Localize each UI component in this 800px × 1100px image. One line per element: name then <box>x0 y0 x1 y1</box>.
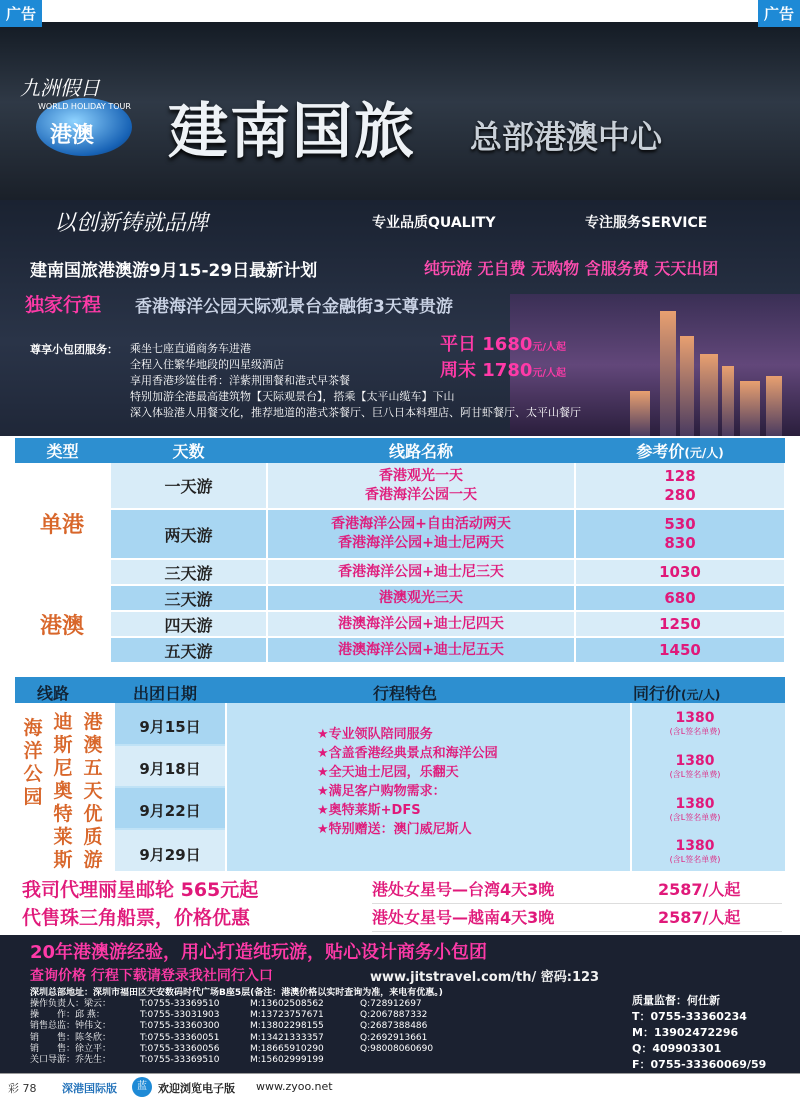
logo-world: WORLD HOLIDAY TOUR <box>38 102 131 111</box>
contact-row: 操作负责人：梁云： T:0755-33369510 M:13602508562 Q:728912697 <box>30 999 422 1009</box>
route-table <box>15 438 786 664</box>
table-row <box>15 637 785 663</box>
route-cell: 香港观光一天 香港海洋公园一天 <box>267 463 575 509</box>
address: 深圳总部地址：深圳市福田区天安数码时代广场B座5层(备注：港澳价格以实时查询为准，来电有优惠。) <box>30 988 443 998</box>
route-cell: 港澳海洋公园+迪士尼五天 <box>267 637 575 663</box>
exclusive-row <box>25 290 575 318</box>
route-col3: 港 澳 五 天 优 质 游 <box>83 711 103 871</box>
vip-item: 特别加游全港最高建筑物【天际观景台】，搭乘【太平山缆车】下山 <box>130 390 455 403</box>
contact-list <box>30 999 433 1066</box>
edition-name: 深港国际版 <box>62 1082 117 1095</box>
route-cell: 香港海洋公园+迪士尼三天 <box>267 559 575 585</box>
page-footer-bar <box>0 1073 800 1100</box>
page-subtitle: 总部港澳中心 <box>470 118 663 156</box>
logo <box>14 72 164 164</box>
date-cell: 9月18日 <box>139 760 201 778</box>
route-col2: 迪 斯 尼 奥 特 莱 斯 <box>53 711 73 871</box>
site-link[interactable]: www.zyoo.net <box>256 1080 333 1093</box>
logo-ga: 港澳 <box>50 123 95 148</box>
footer <box>0 935 800 1073</box>
table-header <box>15 677 785 703</box>
vip-item: 全程入住繁华地段的四星级酒店 <box>130 358 284 371</box>
contact-row: 销售总监：钟伟文： T:0755-33360300 M:13802298155 Q:2687388486 <box>30 1021 428 1032</box>
table-row <box>15 509 785 559</box>
service-text: 专注服务SERVICE <box>585 215 708 231</box>
cruise-row: 港处女星号—台湾4天3晚 2587/人起 <box>372 876 782 904</box>
vip-item: 深入体验港人用餐文化，推荐地道的港式茶餐厅、巨八日本料理店、阿甘虾餐厅、太平山餐厅 <box>130 406 581 419</box>
days-cell: 三天游 <box>110 585 267 611</box>
promo-banner <box>0 200 800 436</box>
route-col1: 海 洋 公 园 <box>23 717 43 808</box>
table-row <box>15 585 785 611</box>
feature-list: ★专业领队陪同服务 ★含盖香港经典景点和海洋公园 ★全天迪士尼园，乐翻天 ★满足客户购物需求： ★奥特莱斯+DFS ★特别赠送：澳门威尼斯人 <box>317 727 498 837</box>
days-cell: 五天游 <box>110 637 267 663</box>
exclusive-label: 独家行程 <box>25 294 102 316</box>
price-box <box>440 330 566 382</box>
date-cell: 9月15日 <box>139 718 201 736</box>
price-cell: 1380 (含L签名单费) <box>669 838 721 864</box>
col-price: 参考价(元/人) <box>575 438 785 463</box>
plan-slogan: 纯玩游 无自费 无购物 含服务费 天天出团 <box>424 259 719 278</box>
ad-tag-right: 广告 <box>758 0 800 27</box>
departure-table <box>15 677 785 871</box>
quality-supervision: 质量监督：何仕新 T：0755-33360234 M：13902472296 Q：409903301 F：0755-33360069/59 <box>632 994 767 1071</box>
welcome-text: 欢迎浏览电子版 <box>158 1082 235 1095</box>
price-cell: 1380 (含L签名单费) <box>669 710 721 736</box>
days-cell: 三天游 <box>110 559 267 585</box>
days-cell: 四天游 <box>110 611 267 637</box>
table-header <box>15 438 785 463</box>
ad-tag-left: 广告 <box>0 0 42 27</box>
route-cell: 港澳观光三天 <box>267 585 575 611</box>
date-cell: 9月22日 <box>139 802 201 820</box>
price-cell: 530 830 <box>575 509 785 559</box>
logo-script: 九洲假日 <box>20 76 100 100</box>
vip-item: 乘坐七座直通商务车进港 <box>130 342 251 355</box>
route-cell: 香港海洋公园+自由活动两天 香港海洋公园+迪士尼两天 <box>267 509 575 559</box>
col-days: 天数 <box>110 438 267 463</box>
price-cell: 1250 <box>575 611 785 637</box>
weekend-price: 周末 1780元/人起 <box>440 360 567 381</box>
col-price: 同行价(元/人) <box>633 684 721 703</box>
contact-row: 操 作：邱 燕： T:0755-33031903 M:13723757671 Q:2067887332 <box>30 1010 428 1021</box>
category-cell: 单港 <box>15 463 110 585</box>
days-cell: 一天游 <box>110 463 267 509</box>
col-date: 出团日期 <box>133 684 198 703</box>
price-cell: 1380 (含L签名单费) <box>669 796 721 822</box>
query-text: 查询价格 行程下载请登录我社同行入口 <box>30 968 273 984</box>
query-url[interactable]: www.jitstravel.com/th/ 密码:123 <box>370 970 600 985</box>
date-cell: 9月29日 <box>139 846 201 864</box>
price-cell: 1380 (含L签名单费) <box>669 753 721 779</box>
exclusive-title: 香港海洋公园天际观景台金融街3天尊贵游 <box>135 297 453 317</box>
footer-slogan: 20年港澳游经验，用心打造纯玩游，贴心设计商务小包团 <box>30 942 488 963</box>
col-type: 类型 <box>15 438 110 463</box>
contact-row: 销 售：陈冬欣： T:0755-33360051 M:13421333357 Q:2692913661 <box>30 1032 428 1043</box>
table-row <box>15 559 785 585</box>
edition-icon: 蓝 <box>132 1077 152 1097</box>
vip-item: 享用香港珍馐佳肴：洋紫荆围餐和港式早茶餐 <box>130 374 350 387</box>
contact-row: 关口导游：乔先生： T:0755-33369510 M:15602999199 <box>30 1055 324 1066</box>
weekday-price: 平日 1680元/人起 <box>440 334 567 355</box>
cruise-row: 港处女星号—越南4天3晚 2587/人起 <box>372 904 782 932</box>
col-feature: 行程特色 <box>373 684 438 703</box>
col-route: 线路名称 <box>267 438 575 463</box>
price-cell: 1450 <box>575 637 785 663</box>
contact-row: 销 售：徐立平： T:0755-33360056 M:18665910290 Q:98008060690 <box>30 1043 434 1054</box>
cruise-right <box>372 876 782 932</box>
price-cell: 680 <box>575 585 785 611</box>
route-cell: 港澳海洋公园+迪士尼四天 <box>267 611 575 637</box>
table-row <box>15 463 785 509</box>
page-number: 彩 78 <box>8 1082 37 1095</box>
table-row <box>15 611 785 637</box>
page-title: 建南国旅 <box>168 97 416 167</box>
category-cell: 港澳 <box>15 585 110 663</box>
price-cell: 128 280 <box>575 463 785 509</box>
vip-label: 尊享小包团服务： <box>30 343 118 356</box>
price-cell: 1030 <box>575 559 785 585</box>
header <box>0 22 800 200</box>
cruise-left: 我司代理丽星邮轮 565元起 代售珠三角船票，价格优惠 <box>22 879 259 929</box>
plan-title: 建南国旅港澳游9月15-29日最新计划 <box>30 261 318 281</box>
quality-text: 专业品质QUALITY <box>372 215 496 231</box>
col-route: 线路 <box>37 684 70 703</box>
motto: 以创新铸就品牌 <box>54 211 209 236</box>
days-cell: 两天游 <box>110 509 267 559</box>
